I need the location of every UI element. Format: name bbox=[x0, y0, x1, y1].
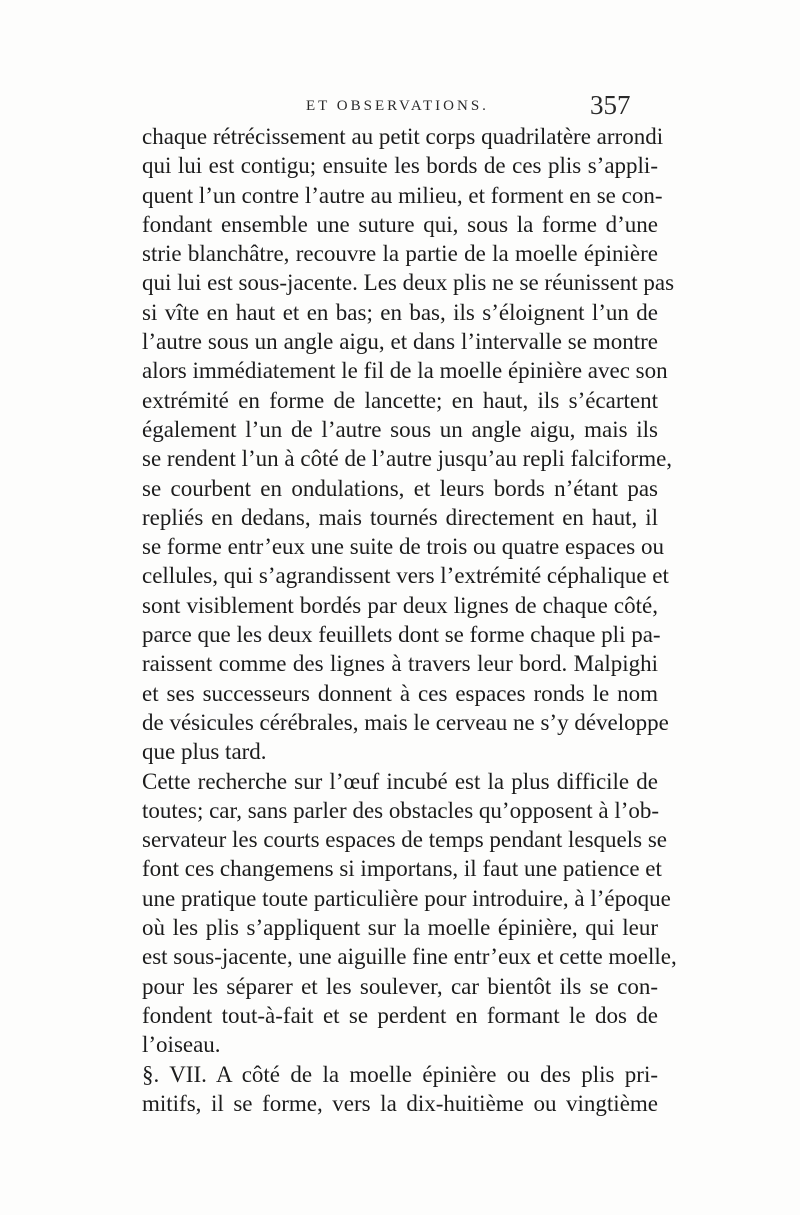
text-line: de vésicules cérébrales, mais le cerveau ne s’y développe bbox=[142, 709, 669, 735]
text-line: cellules, qui s’agrandissent vers l’extrémité céphalique et bbox=[142, 563, 669, 589]
text-line: une pratique toute particulière pour introduire, à l’époque bbox=[142, 885, 671, 911]
running-title: ET OBSERVATIONS. bbox=[306, 98, 489, 114]
text-line: qui lui est sous-jacente. Les deux plis ne se réunissent pas bbox=[142, 270, 675, 296]
text-line: et ses successeurs donnent à ces espaces ronds le nom bbox=[142, 680, 658, 706]
body-text bbox=[142, 122, 677, 1118]
text-line: quent l’un contre l’autre au milieu, et forment en se con- bbox=[142, 182, 663, 208]
text-line: l’autre sous un angle aigu, et dans l’intervalle se montre bbox=[142, 329, 658, 355]
text-line: mitifs, il se forme, vers la dix-huitième ou vingtième bbox=[142, 1090, 658, 1116]
text-line: §. VII. A côté de la moelle épinière ou des plis pri- bbox=[142, 1061, 658, 1087]
text-line: sont visiblement bordés par deux lignes de chaque côté, bbox=[142, 592, 658, 618]
text-line: qui lui est contigu; ensuite les bords de ces plis s’appli- bbox=[142, 153, 658, 179]
text-line: est sous-jacente, une aiguille fine entr’eux et cette moelle, bbox=[142, 944, 677, 970]
text-line: que plus tard. bbox=[142, 739, 267, 765]
text-line: l’oiseau. bbox=[142, 1032, 221, 1058]
text-line: également l’un de l’autre sous un angle aigu, mais ils bbox=[142, 416, 658, 442]
text-line: se courbent en ondulations, et leurs bords n’étant pas bbox=[142, 475, 658, 501]
text-line: toutes; car, sans parler des obstacles qu’opposent à l’ob- bbox=[142, 797, 660, 823]
text-line: si vîte en haut et en bas; en bas, ils s’éloignent l’un de bbox=[142, 299, 658, 325]
text-line: servateur les courts espaces de temps pendant lesquels se bbox=[142, 827, 667, 853]
text-line: fondant ensemble une suture qui, sous la forme d’une bbox=[142, 211, 658, 237]
text-line: alors immédiatement le fil de la moelle épinière avec son bbox=[142, 358, 668, 384]
text-line: extrémité en forme de lancette; en haut, ils s’écartent bbox=[142, 387, 658, 413]
text-line: pour les séparer et les soulever, car bientôt ils se con- bbox=[142, 973, 658, 999]
text-line: où les plis s’appliquent sur la moelle épinière, qui leur bbox=[142, 915, 658, 941]
text-line: se forme entr’eux une suite de trois ou quatre espaces ou bbox=[142, 534, 665, 560]
text-line: parce que les deux feuillets dont se forme chaque pli pa- bbox=[142, 622, 661, 648]
text-line: fondent tout-à-fait et se perdent en formant le dos de bbox=[142, 1002, 658, 1028]
text-line: raissent comme des lignes à travers leur bord. Malpighi bbox=[142, 651, 658, 677]
text-line: font ces changemens si importans, il faut une patience et bbox=[142, 856, 662, 882]
text-line: chaque rétrécissement au petit corps quadrilatère arrondi bbox=[142, 124, 664, 149]
text-line: repliés en dedans, mais tournés directement en haut, il bbox=[142, 504, 658, 530]
page-number: 357 bbox=[590, 90, 631, 120]
text-line: se rendent l’un à côté de l’autre jusqu’au repli falciforme, bbox=[142, 446, 673, 472]
text-line: strie blanchâtre, recouvre la partie de la moelle épinière bbox=[142, 241, 658, 267]
text-line: Cette recherche sur l’œuf incubé est la plus difficile de bbox=[142, 768, 658, 794]
